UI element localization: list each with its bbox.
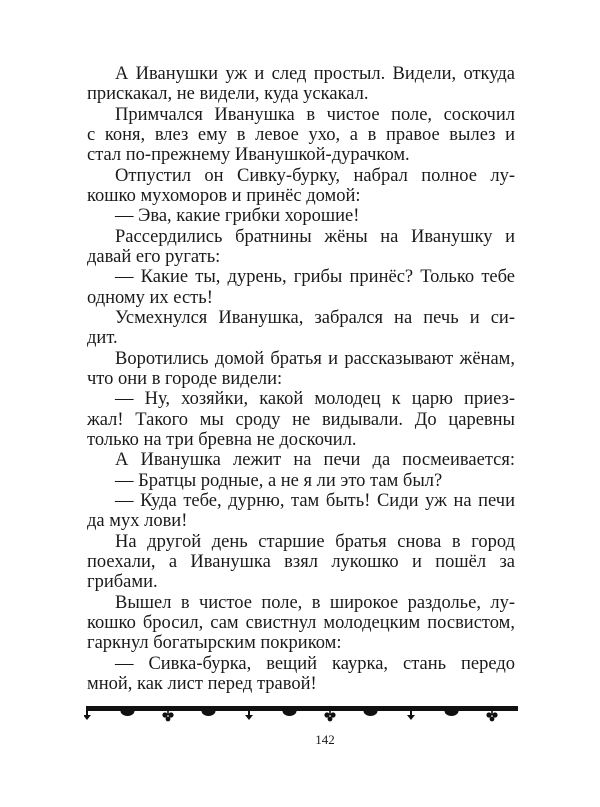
ornament-semicircle-icon xyxy=(283,711,297,716)
text-line: Вышел в чистое поле, в широкое раздолье, лу- xyxy=(115,592,515,613)
text-line: дит. xyxy=(87,328,118,349)
text-line: Отпустил он Сивку-бурку, набрал полное лу- xyxy=(115,165,515,186)
text-line: что они в городе видели: xyxy=(87,368,283,389)
ornament-trefoil-icon xyxy=(168,712,173,717)
text-line: Рассердились братнины жёны на Иванушку и xyxy=(115,226,515,247)
ornament-trefoil-stem xyxy=(329,711,331,715)
ornament-trefoil-icon xyxy=(492,712,497,717)
ornament-semicircle-icon xyxy=(121,711,135,716)
text-line: гаркнул богатырским покриком: xyxy=(87,633,342,654)
ornament-semicircle-icon xyxy=(202,711,216,716)
text-line: грибами. xyxy=(87,572,158,593)
text-line: — Какие ты, дурень, грибы принёс? Только тебе xyxy=(115,267,515,288)
ornament-trefoil-icon xyxy=(330,712,335,717)
text-line: Воротились домой братья и рассказывают жёнам, xyxy=(115,348,515,369)
text-line: — Ну, хозяйки, какой молодец к царю приез- xyxy=(115,389,515,410)
page-body-text xyxy=(87,64,515,694)
ornament-arrow-icon xyxy=(407,711,415,720)
ornament-trefoil-icon xyxy=(324,712,329,717)
text-line: — Эва, какие грибки хорошие! xyxy=(115,206,360,227)
text-line: только на три бревна не доскочил. xyxy=(87,429,357,450)
text-line: жал! Такого мы сроду не видывали. До царевны xyxy=(87,409,515,430)
text-line: кошко мухоморов и принёс домой: xyxy=(87,185,361,206)
text-line: давай его ругать: xyxy=(87,246,221,267)
text-line: стал по-прежнему Иванушкой-дурачком. xyxy=(87,145,410,166)
ornament-trefoil-icon xyxy=(162,712,167,717)
ornament-rule xyxy=(86,706,518,711)
text-line: кошко бросил, сам свистнул молодецким посвистом, xyxy=(87,612,515,633)
ornament-trefoil-icon xyxy=(486,712,491,717)
ornament-trefoil-stem xyxy=(491,711,493,715)
ornament-semicircle-icon xyxy=(445,711,459,716)
text-line: А Иванушка лежит на печи да посмеивается: xyxy=(115,450,515,471)
ornament-arrow-icon xyxy=(84,711,91,720)
ornament-trefoil-icon xyxy=(490,717,495,722)
text-line: прискакал, не видели, куда ускакал. xyxy=(87,84,369,105)
text-line: Усмехнулся Иванушка, забрался на печь и си- xyxy=(115,307,515,328)
text-line: поехали, а Иванушка взял лукошко и пошёл за xyxy=(87,551,515,572)
text-line: с коня, влез ему в левое ухо, а в правое вылез и xyxy=(87,124,515,145)
ornament-trefoil-icon xyxy=(328,717,333,722)
text-line: — Сивка-бурка, вещий каурка, стань передо xyxy=(115,653,515,674)
text-line: — Братцы родные, а не я ли это там был? xyxy=(115,470,443,491)
text-line: А Иванушки уж и след простыл. Видели, откуда xyxy=(115,64,515,84)
ornament-arrow-icon xyxy=(245,711,253,720)
decorative-border-ornament xyxy=(84,703,520,723)
text-line: да мух лови! xyxy=(87,511,188,532)
ornament-semicircle-icon xyxy=(364,711,378,716)
text-line: мной, как лист перед травой! xyxy=(87,673,317,694)
text-line: одному их есть! xyxy=(87,287,213,308)
page-number: 142 xyxy=(315,732,335,747)
ornament-trefoil-stem xyxy=(167,711,169,715)
text-line: На другой день старшие братья снова в город xyxy=(115,531,515,552)
text-line: — Куда тебе, дурню, там быть! Сиди уж на печи xyxy=(115,490,515,511)
ornament-trefoil-icon xyxy=(166,717,171,722)
text-line: Примчался Иванушка в чистое поле, соскочил xyxy=(115,104,515,125)
